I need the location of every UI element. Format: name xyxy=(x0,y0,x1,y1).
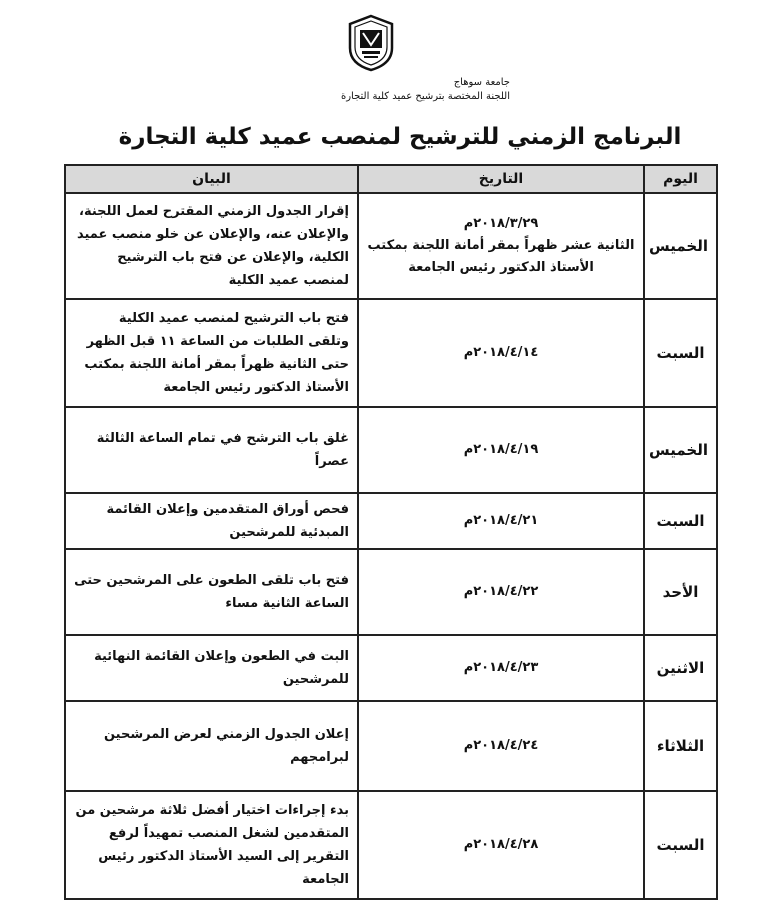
description-cell: البت في الطعون وإعلان القائمة النهائية للمرشحين xyxy=(65,635,358,701)
description-cell: فحص أوراق المتقدمين وإعلان القائمة المبدئية للمرشحين xyxy=(65,493,358,549)
schedule-table xyxy=(64,164,718,900)
header-date: التاريخ xyxy=(358,165,644,193)
day-cell: السبت xyxy=(644,791,717,899)
table-row xyxy=(65,791,717,899)
date-cell: ٢٠١٨/٤/٢٤م xyxy=(358,701,644,791)
day-cell: الثلاثاء xyxy=(644,701,717,791)
committee-name: اللجنة المختصة بترشيح عميد كلية التجارة xyxy=(340,91,510,102)
date-cell: ٢٠١٨/٤/٢١م xyxy=(358,493,644,549)
description-cell: فتح باب تلقى الطعون على المرشحين حتى الساعة الثانية مساء xyxy=(65,549,358,635)
university-name: جامعة سوهاج xyxy=(453,77,510,88)
day-cell: الخميس xyxy=(644,193,717,299)
description-cell: غلق باب الترشح في تمام الساعة الثالثة عصراً xyxy=(65,407,358,493)
day-cell: الاثنين xyxy=(644,635,717,701)
date-value: ٢٠١٨/٣/٢٩م xyxy=(463,216,539,231)
table-row xyxy=(65,635,717,701)
date-cell: ٢٠١٨/٤/٢٨م xyxy=(358,791,644,899)
header-description: البيان xyxy=(65,165,358,193)
table-row xyxy=(65,407,717,493)
day-cell: الأحد xyxy=(644,549,717,635)
date-cell: ٢٠١٨/٤/٢٣م xyxy=(358,635,644,701)
day-cell: الخميس xyxy=(644,407,717,493)
description-cell: فتح باب الترشيح لمنصب عميد الكلية وتلقى الطلبات من الساعة ١١ قبل الظهر حتى الثانية ظهراً بمقر أمانة اللجنة بمكتب الأستاذ الدكتور رئيس الجامعة xyxy=(65,299,358,407)
header-text xyxy=(280,76,510,104)
date-cell xyxy=(358,193,644,299)
table-row xyxy=(65,549,717,635)
table-row xyxy=(65,299,717,407)
header-day: اليوم xyxy=(644,165,717,193)
university-logo xyxy=(346,14,396,72)
table-row xyxy=(65,701,717,791)
date-cell: ٢٠١٨/٤/١٩م xyxy=(358,407,644,493)
description-cell: إعلان الجدول الزمني لعرض المرشحين لبرامجهم xyxy=(65,701,358,791)
table-row xyxy=(65,193,717,299)
page-title: البرنامج الزمني للترشيح لمنصب عميد كلية التجارة xyxy=(118,124,682,150)
day-cell: السبت xyxy=(644,493,717,549)
table-row xyxy=(65,493,717,549)
date-cell: ٢٠١٨/٤/١٤م xyxy=(358,299,644,407)
date-note: الثانية عشر ظهراً بمقر أمانة اللجنة بمكتب الأستاذ الدكتور رئيس الجامعة xyxy=(367,238,635,275)
description-cell: إقرار الجدول الزمني المقترح لعمل اللجنة، والإعلان عنه، والإعلان عن خلو منصب عميد الكلية، والإعلان عن فتح باب الترشيح لمنصب عميد الكلية xyxy=(65,193,358,299)
day-cell: السبت xyxy=(644,299,717,407)
date-cell: ٢٠١٨/٤/٢٢م xyxy=(358,549,644,635)
description-cell: بدء إجراءات اختيار أفضل ثلاثة مرشحين من المتقدمين لشغل المنصب تمهيداً لرفع التقرير إلى السيد الأستاذ الدكتور رئيس الجامعة xyxy=(65,791,358,899)
table-header-row xyxy=(65,165,717,193)
